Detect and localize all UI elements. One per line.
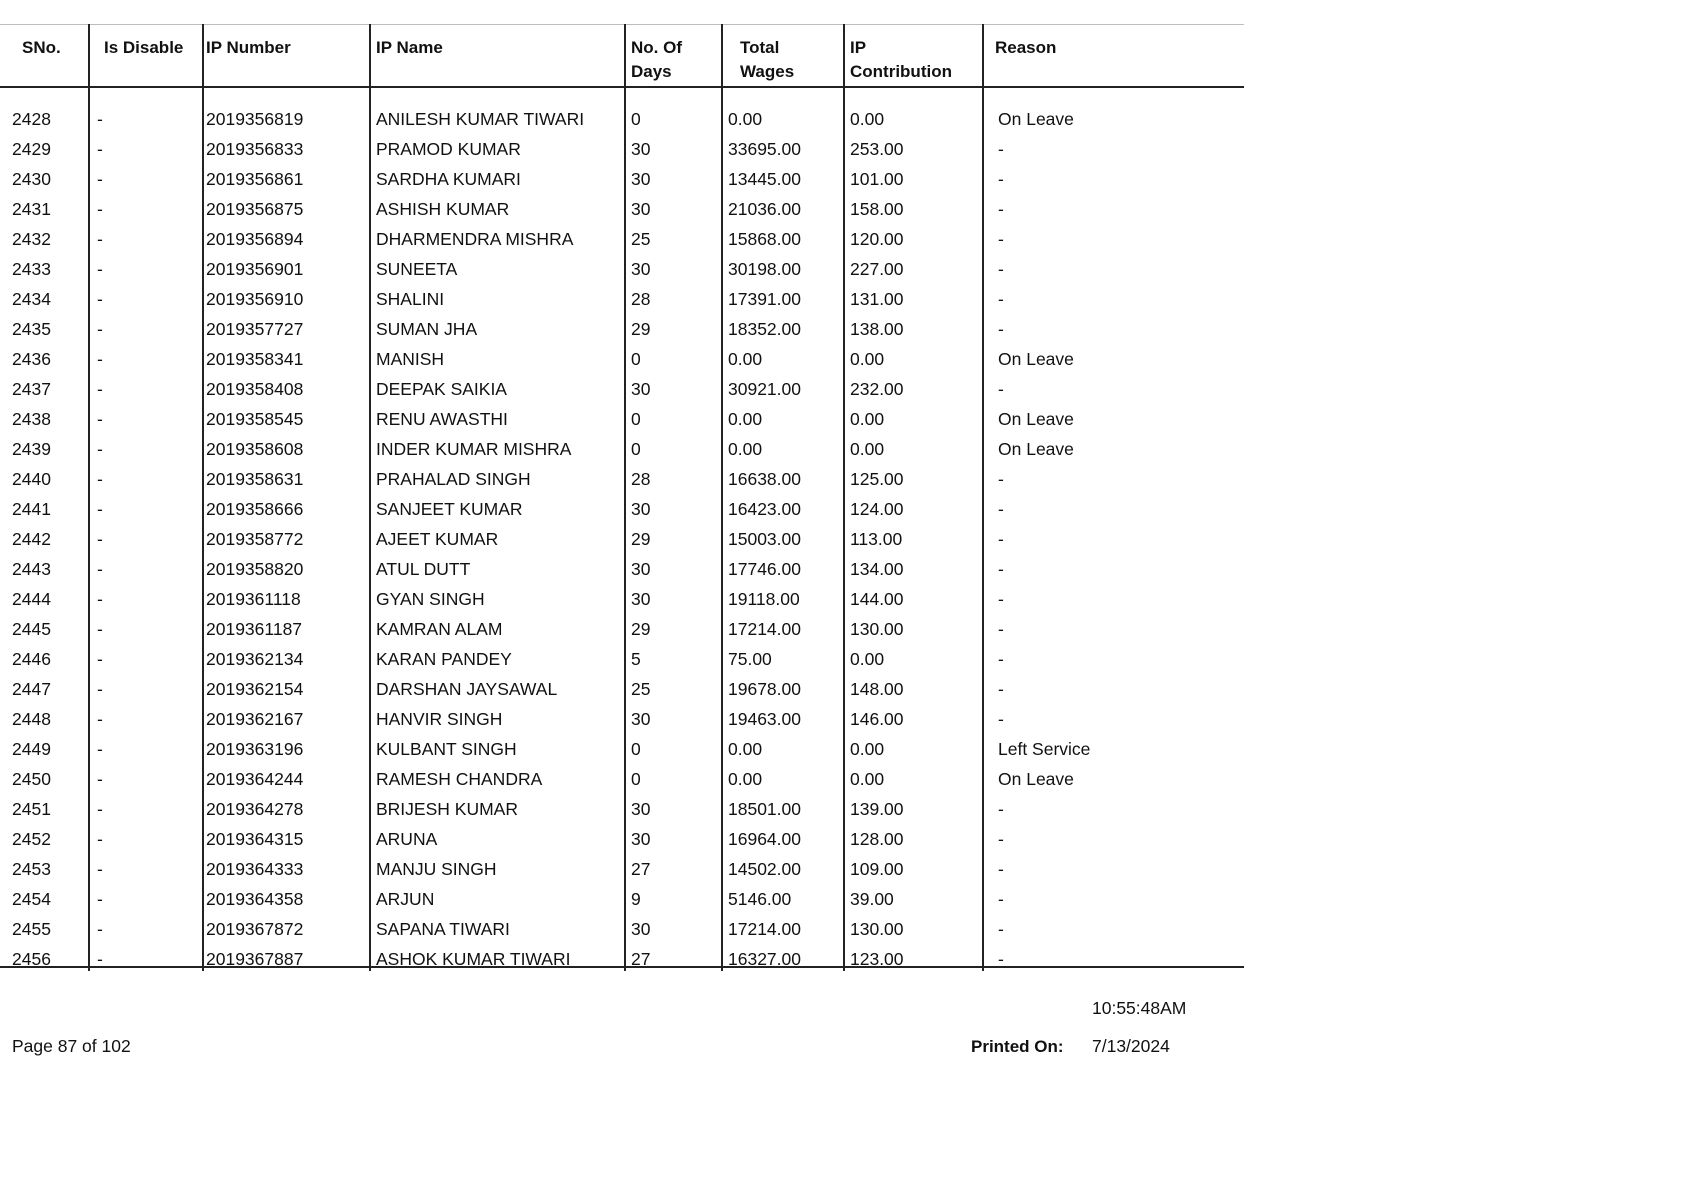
cell-ip-number: 2019356875 [206, 199, 304, 219]
cell-is-disable: - [97, 289, 103, 309]
cell-ip-name: RAMESH CHANDRA [376, 769, 543, 789]
cell-total-wages: 14502.00 [728, 859, 801, 879]
cell-total-wages: 16964.00 [728, 829, 801, 849]
cell-ip-number: 2019362154 [206, 679, 304, 699]
cell-is-disable: - [97, 739, 103, 759]
header-ip-name: IP Name [376, 38, 443, 57]
cell-ip-name: SUMAN JHA [376, 319, 478, 339]
cell-ip-number: 2019364315 [206, 829, 304, 849]
cell-reason: - [998, 799, 1004, 819]
header-is-disable: Is Disable [104, 38, 184, 57]
table-row [0, 404, 1244, 434]
cell-ip-contribution: 131.00 [850, 289, 904, 309]
table-row [0, 374, 1244, 404]
cell-ip-number: 2019364333 [206, 859, 304, 879]
cell-reason: - [998, 679, 1004, 699]
cell-ip-contribution: 144.00 [850, 589, 904, 609]
cell-ip-contribution: 158.00 [850, 199, 904, 219]
cell-ip-name: ASHISH KUMAR [376, 199, 510, 219]
cell-reason: - [998, 289, 1004, 309]
cell-total-wages: 0.00 [728, 769, 763, 789]
cell-sno: 2452 [12, 829, 51, 849]
cell-no-of-days: 0 [631, 349, 641, 369]
cell-reason: - [998, 499, 1004, 519]
cell-is-disable: - [97, 169, 103, 189]
cell-ip-contribution: 124.00 [850, 499, 904, 519]
cell-total-wages: 30921.00 [728, 379, 801, 399]
cell-is-disable: - [97, 529, 103, 549]
cell-is-disable: - [97, 199, 103, 219]
cell-ip-number: 2019367872 [206, 919, 304, 939]
cell-ip-name: DHARMENDRA MISHRA [376, 229, 574, 249]
cell-ip-number: 2019356861 [206, 169, 304, 189]
cell-ip-contribution: 120.00 [850, 229, 904, 249]
cell-sno: 2445 [12, 619, 51, 639]
table-row [0, 254, 1244, 284]
cell-reason: On Leave [998, 409, 1074, 429]
cell-sno: 2431 [12, 199, 51, 219]
table-row [0, 674, 1244, 704]
table-row [0, 164, 1244, 194]
cell-ip-number: 2019361118 [206, 589, 301, 609]
cell-no-of-days: 0 [631, 109, 641, 129]
cell-ip-name: ANILESH KUMAR TIWARI [376, 109, 585, 129]
table-top-rule [0, 24, 1244, 25]
cell-reason: - [998, 859, 1004, 879]
cell-reason: - [998, 829, 1004, 849]
cell-no-of-days: 30 [631, 199, 651, 219]
cell-ip-contribution: 0.00 [850, 349, 885, 369]
cell-ip-contribution: 0.00 [850, 409, 885, 429]
cell-no-of-days: 27 [631, 949, 651, 969]
cell-ip-contribution: 123.00 [850, 949, 904, 969]
cell-ip-contribution: 125.00 [850, 469, 904, 489]
cell-sno: 2444 [12, 589, 51, 609]
cell-ip-name: DARSHAN JAYSAWAL [376, 679, 558, 699]
table-row [0, 614, 1244, 644]
cell-ip-contribution: 0.00 [850, 739, 885, 759]
table-row [0, 584, 1244, 614]
cell-is-disable: - [97, 379, 103, 399]
cell-sno: 2434 [12, 289, 51, 309]
cell-ip-contribution: 113.00 [850, 529, 903, 549]
cell-is-disable: - [97, 139, 103, 159]
cell-reason: - [998, 709, 1004, 729]
cell-ip-name: SARDHA KUMARI [376, 169, 521, 189]
cell-no-of-days: 0 [631, 769, 641, 789]
cell-ip-name: SUNEETA [376, 259, 458, 279]
cell-ip-number: 2019356833 [206, 139, 304, 159]
cell-is-disable: - [97, 619, 103, 639]
cell-reason: On Leave [998, 109, 1074, 129]
cell-sno: 2441 [12, 499, 51, 519]
cell-ip-number: 2019356901 [206, 259, 304, 279]
cell-ip-contribution: 130.00 [850, 919, 904, 939]
cell-ip-number: 2019363196 [206, 739, 304, 759]
cell-ip-name: MANJU SINGH [376, 859, 497, 879]
cell-no-of-days: 27 [631, 859, 651, 879]
cell-total-wages: 30198.00 [728, 259, 801, 279]
cell-no-of-days: 29 [631, 529, 651, 549]
cell-ip-contribution: 0.00 [850, 439, 885, 459]
header-sno: SNo. [22, 38, 61, 57]
cell-ip-name: AJEET KUMAR [376, 529, 499, 549]
cell-ip-name: GYAN SINGH [376, 589, 485, 609]
cell-ip-name: ARJUN [376, 889, 435, 909]
cell-reason: - [998, 529, 1004, 549]
cell-is-disable: - [97, 319, 103, 339]
cell-total-wages: 17746.00 [728, 559, 801, 579]
cell-sno: 2453 [12, 859, 51, 879]
cell-total-wages: 75.00 [728, 649, 772, 669]
cell-total-wages: 33695.00 [728, 139, 801, 159]
cell-total-wages: 13445.00 [728, 169, 801, 189]
cell-reason: - [998, 919, 1004, 939]
cell-ip-name: ASHOK KUMAR TIWARI [376, 949, 571, 969]
cell-is-disable: - [97, 349, 103, 369]
table-row [0, 344, 1244, 374]
cell-sno: 2439 [12, 439, 51, 459]
table-row [0, 524, 1244, 554]
cell-is-disable: - [97, 649, 103, 669]
cell-no-of-days: 30 [631, 559, 651, 579]
cell-sno: 2438 [12, 409, 51, 429]
cell-reason: - [998, 619, 1004, 639]
cell-ip-contribution: 232.00 [850, 379, 904, 399]
table-row [0, 434, 1244, 464]
cell-total-wages: 17391.00 [728, 289, 801, 309]
cell-reason: - [998, 559, 1004, 579]
cell-no-of-days: 0 [631, 739, 641, 759]
cell-is-disable: - [97, 679, 103, 699]
cell-sno: 2436 [12, 349, 51, 369]
cell-total-wages: 19118.00 [728, 589, 800, 609]
cell-no-of-days: 29 [631, 319, 651, 339]
cell-total-wages: 16638.00 [728, 469, 801, 489]
cell-no-of-days: 5 [631, 649, 641, 669]
table-row [0, 764, 1244, 794]
cell-ip-number: 2019362134 [206, 649, 304, 669]
cell-ip-name: ARUNA [376, 829, 438, 849]
cell-reason: - [998, 589, 1004, 609]
cell-no-of-days: 25 [631, 679, 651, 699]
cell-ip-number: 2019356819 [206, 109, 304, 129]
cell-total-wages: 5146.00 [728, 889, 792, 909]
cell-total-wages: 15003.00 [728, 529, 801, 549]
printed-time: 10:55:48AM [1092, 998, 1187, 1018]
cell-ip-name: ATUL DUTT [376, 559, 471, 579]
cell-no-of-days: 30 [631, 499, 651, 519]
cell-no-of-days: 30 [631, 799, 651, 819]
table-row [0, 824, 1244, 854]
cell-sno: 2429 [12, 139, 51, 159]
table-row [0, 104, 1244, 134]
cell-is-disable: - [97, 859, 103, 879]
cell-no-of-days: 0 [631, 439, 641, 459]
table-row [0, 194, 1244, 224]
cell-reason: - [998, 259, 1004, 279]
cell-is-disable: - [97, 499, 103, 519]
cell-sno: 2455 [12, 919, 51, 939]
cell-ip-name: PRAHALAD SINGH [376, 469, 531, 489]
cell-ip-contribution: 148.00 [850, 679, 904, 699]
cell-ip-name: SANJEET KUMAR [376, 499, 523, 519]
cell-is-disable: - [97, 259, 103, 279]
cell-no-of-days: 30 [631, 829, 651, 849]
cell-ip-number: 2019358631 [206, 469, 304, 489]
printed-date: 7/13/2024 [1092, 1036, 1170, 1056]
table-row [0, 944, 1244, 974]
cell-ip-name: DEEPAK SAIKIA [376, 379, 507, 399]
cell-reason: - [998, 229, 1004, 249]
printed-on-label: Printed On: [971, 1037, 1064, 1056]
header-reason: Reason [995, 38, 1057, 57]
cell-reason: Left Service [998, 739, 1091, 759]
cell-ip-number: 2019364358 [206, 889, 304, 909]
cell-ip-name: KARAN PANDEY [376, 649, 512, 669]
cell-ip-name: KULBANT SINGH [376, 739, 517, 759]
cell-ip-contribution: 109.00 [850, 859, 904, 879]
cell-ip-number: 2019358341 [206, 349, 304, 369]
cell-reason: - [998, 319, 1004, 339]
cell-ip-number: 2019364244 [206, 769, 304, 789]
cell-sno: 2456 [12, 949, 51, 969]
cell-sno: 2437 [12, 379, 51, 399]
table-row [0, 794, 1244, 824]
cell-ip-name: RENU AWASTHI [376, 409, 508, 429]
cell-sno: 2449 [12, 739, 51, 759]
table-row [0, 134, 1244, 164]
cell-ip-contribution: 138.00 [850, 319, 904, 339]
cell-sno: 2440 [12, 469, 51, 489]
cell-reason: - [998, 889, 1004, 909]
cell-ip-number: 2019362167 [206, 709, 304, 729]
cell-total-wages: 21036.00 [728, 199, 801, 219]
cell-ip-contribution: 134.00 [850, 559, 904, 579]
cell-no-of-days: 30 [631, 919, 651, 939]
cell-no-of-days: 30 [631, 139, 651, 159]
cell-ip-number: 2019358545 [206, 409, 304, 429]
table-row [0, 854, 1244, 884]
cell-ip-contribution: 227.00 [850, 259, 904, 279]
cell-no-of-days: 0 [631, 409, 641, 429]
header-ip-contribution: IP Contribution [850, 38, 952, 81]
table-row [0, 284, 1244, 314]
cell-is-disable: - [97, 589, 103, 609]
cell-reason: - [998, 469, 1004, 489]
cell-no-of-days: 30 [631, 259, 651, 279]
cell-ip-contribution: 146.00 [850, 709, 904, 729]
cell-ip-number: 2019358608 [206, 439, 304, 459]
cell-total-wages: 16327.00 [728, 949, 801, 969]
cell-is-disable: - [97, 919, 103, 939]
cell-ip-contribution: 39.00 [850, 889, 894, 909]
cell-total-wages: 16423.00 [728, 499, 801, 519]
cell-sno: 2435 [12, 319, 51, 339]
cell-total-wages: 15868.00 [728, 229, 801, 249]
cell-sno: 2442 [12, 529, 51, 549]
cell-ip-name: HANVIR SINGH [376, 709, 503, 729]
cell-sno: 2446 [12, 649, 51, 669]
cell-no-of-days: 30 [631, 709, 651, 729]
cell-is-disable: - [97, 559, 103, 579]
table-row [0, 914, 1244, 944]
cell-total-wages: 0.00 [728, 109, 763, 129]
page-number: Page 87 of 102 [12, 1036, 131, 1056]
cell-no-of-days: 30 [631, 169, 651, 189]
cell-is-disable: - [97, 469, 103, 489]
cell-reason: - [998, 949, 1004, 969]
cell-ip-number: 2019367887 [206, 949, 304, 969]
cell-ip-number: 2019356910 [206, 289, 304, 309]
cell-no-of-days: 30 [631, 379, 651, 399]
cell-total-wages: 0.00 [728, 349, 763, 369]
cell-no-of-days: 29 [631, 619, 651, 639]
cell-sno: 2448 [12, 709, 51, 729]
cell-reason: - [998, 169, 1004, 189]
cell-is-disable: - [97, 889, 103, 909]
cell-ip-contribution: 128.00 [850, 829, 904, 849]
cell-ip-number: 2019358772 [206, 529, 304, 549]
cell-total-wages: 0.00 [728, 439, 763, 459]
table-row [0, 314, 1244, 344]
table-row [0, 494, 1244, 524]
cell-sno: 2433 [12, 259, 51, 279]
cell-is-disable: - [97, 949, 103, 969]
cell-ip-name: MANISH [376, 349, 445, 369]
cell-no-of-days: 25 [631, 229, 651, 249]
cell-is-disable: - [97, 439, 103, 459]
table-row [0, 644, 1244, 674]
cell-ip-name: SAPANA TIWARI [376, 919, 510, 939]
cell-sno: 2443 [12, 559, 51, 579]
cell-ip-contribution: 0.00 [850, 649, 885, 669]
cell-is-disable: - [97, 709, 103, 729]
cell-ip-contribution: 253.00 [850, 139, 904, 159]
cell-sno: 2454 [12, 889, 51, 909]
cell-ip-number: 2019358666 [206, 499, 304, 519]
header-bottom-rule [0, 86, 1244, 88]
cell-is-disable: - [97, 769, 103, 789]
cell-ip-contribution: 139.00 [850, 799, 904, 819]
cell-ip-number: 2019358408 [206, 379, 304, 399]
cell-sno: 2430 [12, 169, 51, 189]
cell-no-of-days: 28 [631, 289, 651, 309]
cell-total-wages: 17214.00 [728, 919, 801, 939]
cell-reason: - [998, 139, 1004, 159]
cell-is-disable: - [97, 409, 103, 429]
header-ip-number: IP Number [206, 38, 291, 57]
cell-ip-number: 2019357727 [206, 319, 304, 339]
cell-total-wages: 17214.00 [728, 619, 801, 639]
cell-reason: - [998, 379, 1004, 399]
cell-sno: 2451 [12, 799, 51, 819]
table-row [0, 734, 1244, 764]
cell-ip-number: 2019356894 [206, 229, 304, 249]
cell-total-wages: 18501.00 [728, 799, 801, 819]
cell-reason: - [998, 649, 1004, 669]
cell-ip-contribution: 101.00 [850, 169, 904, 189]
cell-no-of-days: 30 [631, 589, 651, 609]
cell-reason: On Leave [998, 439, 1074, 459]
cell-sno: 2428 [12, 109, 51, 129]
table-row [0, 464, 1244, 494]
table-row [0, 554, 1244, 584]
cell-total-wages: 19678.00 [728, 679, 801, 699]
cell-reason: On Leave [998, 349, 1074, 369]
cell-total-wages: 0.00 [728, 409, 763, 429]
cell-ip-name: PRAMOD KUMAR [376, 139, 521, 159]
cell-total-wages: 0.00 [728, 739, 763, 759]
header-no-of-days: No. Of Days [631, 38, 682, 81]
cell-reason: - [998, 199, 1004, 219]
table-row [0, 884, 1244, 914]
cell-ip-name: SHALINI [376, 289, 445, 309]
cell-ip-number: 2019358820 [206, 559, 304, 579]
cell-total-wages: 18352.00 [728, 319, 801, 339]
header-total-wages: Total Wages [740, 38, 795, 81]
cell-ip-name: INDER KUMAR MISHRA [376, 439, 572, 459]
table-row [0, 224, 1244, 254]
cell-sno: 2447 [12, 679, 51, 699]
cell-ip-contribution: 0.00 [850, 769, 885, 789]
cell-ip-name: BRIJESH KUMAR [376, 799, 518, 819]
table-row [0, 704, 1244, 734]
cell-ip-contribution: 0.00 [850, 109, 885, 129]
cell-no-of-days: 28 [631, 469, 651, 489]
cell-ip-number: 2019361187 [206, 619, 303, 639]
cell-reason: On Leave [998, 769, 1074, 789]
cell-sno: 2450 [12, 769, 51, 789]
cell-sno: 2432 [12, 229, 51, 249]
cell-is-disable: - [97, 109, 103, 129]
cell-is-disable: - [97, 799, 103, 819]
cell-total-wages: 19463.00 [728, 709, 801, 729]
cell-ip-contribution: 130.00 [850, 619, 904, 639]
cell-ip-number: 2019364278 [206, 799, 304, 819]
cell-ip-name: KAMRAN ALAM [376, 619, 503, 639]
cell-is-disable: - [97, 829, 103, 849]
cell-is-disable: - [97, 229, 103, 249]
cell-no-of-days: 9 [631, 889, 641, 909]
